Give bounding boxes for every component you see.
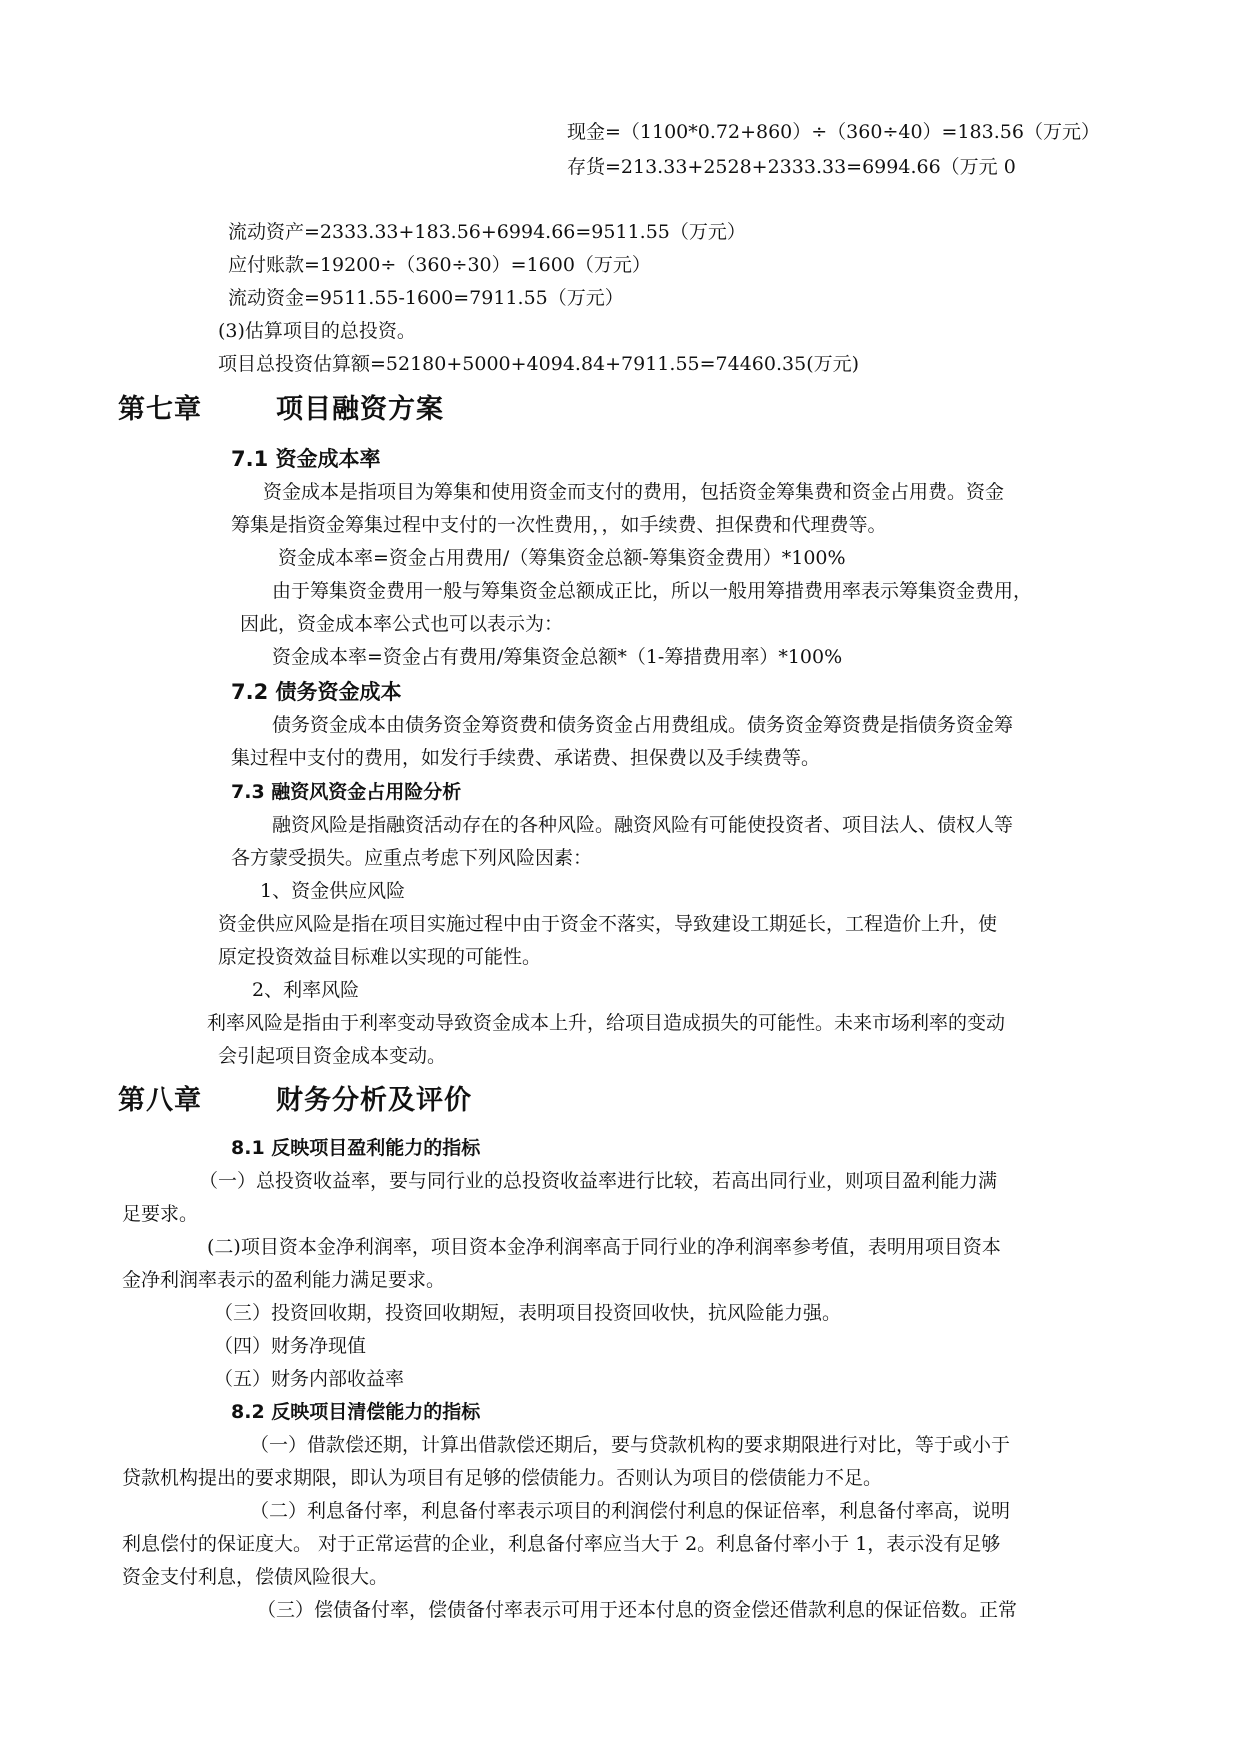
chapter-7-heading bbox=[118, 394, 444, 425]
risk-2-paragraph-line: 会引起项目资金成本变动。 bbox=[218, 1045, 447, 1067]
section-7-3-paragraph-line: 各方蒙受损失。应重点考虑下列风险因素： bbox=[231, 847, 593, 869]
section-7-3-heading: 7.3 融资风资金占用险分析 bbox=[231, 781, 462, 803]
section-7-1-paragraph-line: 因此，资金成本率公式也可以表示为： bbox=[240, 613, 564, 635]
capital-cost-formula-alt: 资金成本率=资金占有费用/筹集资金总额*（1-筹措费用率）*100% bbox=[272, 646, 843, 668]
solvency-item-1-line: 贷款机构提出的要求期限，即认为项目有足够的偿债能力。否则认为项目的偿债能力不足。 bbox=[122, 1467, 883, 1489]
section-8-1-heading: 8.1 反映项目盈利能力的指标 bbox=[231, 1137, 481, 1159]
risk-1-paragraph-line: 资金供应风险是指在项目实施过程中由于资金不落实，导致建设工期延长，工程造价上升，使 bbox=[218, 913, 998, 935]
section-7-1-paragraph-line: 资金成本是指项目为筹集和使用资金而支付的费用，包括资金筹集费和资金占用费。资金 bbox=[263, 481, 1005, 503]
working-capital-formula: 流动资金=9511.55-1600=7911.55（万元） bbox=[228, 287, 624, 309]
risk-1-heading: 1、资金供应风险 bbox=[260, 880, 406, 902]
risk-2-paragraph-line: 利率风险是指由于利率变动导致资金成本上升，给项目造成损失的可能性。未来市场利率的变动 bbox=[207, 1012, 1006, 1034]
profitability-item-1-line: 足要求。 bbox=[122, 1203, 199, 1225]
solvency-item-3-line: （三）偿债备付率，偿债备付率表示可用于还本付息的资金偿还借款利息的保证倍数。正常 bbox=[257, 1599, 1018, 1621]
section-7-1-paragraph-line: 筹集是指资金筹集过程中支付的一次性费用，，如手续费、担保费和代理费等。 bbox=[231, 514, 887, 536]
chapter-8-number: 第八章 bbox=[118, 1085, 202, 1116]
chapter-8-heading bbox=[118, 1085, 472, 1116]
risk-2-heading: 2、利率风险 bbox=[252, 979, 360, 1001]
section-7-1-paragraph-line: 由于筹集资金费用一般与筹集资金总额成正比，所以一般用筹措费用率表示筹集资金费用， bbox=[272, 580, 1033, 602]
profitability-item-5: （五）财务内部收益率 bbox=[214, 1368, 405, 1390]
chapter-7-title: 项目融资方案 bbox=[276, 394, 444, 425]
current-assets-formula: 流动资产=2333.33+183.56+6994.66=9511.55（万元） bbox=[228, 221, 746, 243]
solvency-item-2-line: （二）利息备付率，利息备付率表示项目的利润偿付利息的保证倍率，利息备付率高，说明 bbox=[250, 1500, 1011, 1522]
chapter-7-number: 第七章 bbox=[118, 394, 202, 425]
cash-formula: 现金=（1100*0.72+860）÷（360÷40）=183.56（万元） bbox=[567, 121, 1100, 143]
profitability-item-2-line: (二)项目资本金净利润率，项目资本金净利润率高于同行业的净利润率参考值，表明用项目资本 bbox=[207, 1236, 1001, 1258]
profitability-item-3: （三）投资回收期，投资回收期短，表明项目投资回收快，抗风险能力强。 bbox=[214, 1302, 842, 1324]
accounts-payable-formula: 应付账款=19200÷（360÷30）=1600（万元） bbox=[228, 254, 651, 276]
solvency-item-2-line: 利息偿付的保证度大。 对于正常运营的企业，利息备付率应当大于 2。利息备付率小于 1，表示没有足够 bbox=[122, 1533, 1001, 1555]
section-8-2-heading: 8.2 反映项目清偿能力的指标 bbox=[231, 1401, 481, 1423]
capital-cost-formula: 资金成本率=资金占用费用/（筹集资金总额-筹集资金费用）*100% bbox=[278, 547, 846, 569]
profitability-item-1-line: （一）总投资收益率，要与同行业的总投资收益率进行比较，若高出同行业，则项目盈利能力满 bbox=[199, 1170, 998, 1192]
inventory-formula: 存货=213.33+2528+2333.33=6994.66（万元 0 bbox=[567, 156, 1016, 178]
profitability-item-4: （四）财务净现值 bbox=[214, 1335, 367, 1357]
chapter-8-title: 财务分析及评价 bbox=[276, 1085, 472, 1116]
solvency-item-1-line: （一）借款偿还期，计算出借款偿还期后，要与贷款机构的要求期限进行对比，等于或小于 bbox=[250, 1434, 1011, 1456]
section-7-3-paragraph-line: 融资风险是指融资活动存在的各种风险。融资风险有可能使投资者、项目法人、债权人等 bbox=[272, 814, 1014, 836]
solvency-item-2-line: 资金支付利息，偿债风险很大。 bbox=[122, 1566, 389, 1588]
section-7-2-paragraph-line: 集过程中支付的费用，如发行手续费、承诺费、担保费以及手续费等。 bbox=[231, 747, 821, 769]
section-7-2-paragraph-line: 债务资金成本由债务资金筹资费和债务资金占用费组成。债务资金筹资费是指债务资金筹 bbox=[272, 714, 1014, 736]
section-7-2-heading: 7.2 债务资金成本 bbox=[231, 680, 402, 704]
step-3-heading: (3)估算项目的总投资。 bbox=[218, 320, 416, 342]
risk-1-paragraph-line: 原定投资效益目标难以实现的可能性。 bbox=[218, 946, 542, 968]
total-investment-formula: 项目总投资估算额=52180+5000+4094.84+7911.55=74460.35(万元) bbox=[218, 353, 860, 375]
section-7-1-heading: 7.1 资金成本率 bbox=[231, 447, 381, 471]
profitability-item-2-line: 金净利润率表示的盈利能力满足要求。 bbox=[122, 1269, 446, 1291]
